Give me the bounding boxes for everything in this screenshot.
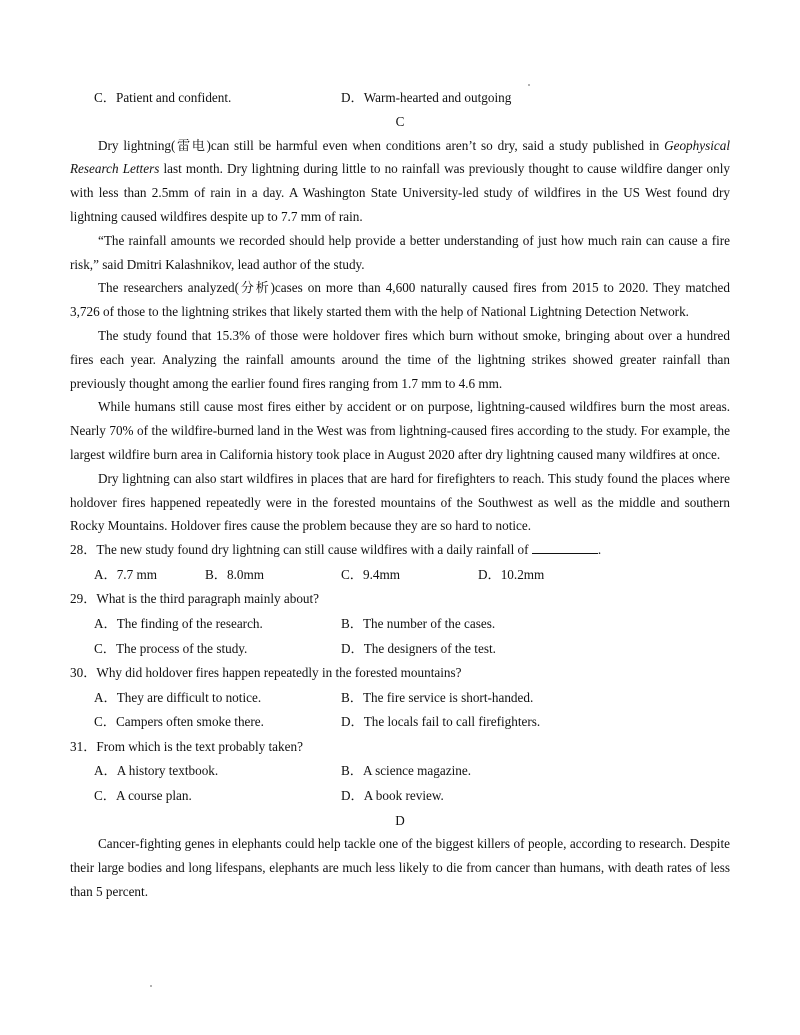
q29-options-row-2 — [70, 637, 730, 662]
question-30: 30．Why did holdover fires happen repeatedly in the forested mountains? — [70, 665, 462, 681]
q27-options — [70, 86, 730, 110]
section-c-heading: C — [395, 113, 405, 129]
q31-option-b[interactable]: B．A science magazine. — [341, 763, 471, 779]
q29-option-b[interactable]: B．The number of the cases. — [341, 615, 496, 631]
q30-option-b[interactable]: B．The fire service is short-handed. — [341, 689, 534, 705]
q30-option-a[interactable]: A．They are difficult to notice. — [94, 689, 262, 705]
q31-option-a[interactable]: A．A history textbook. — [94, 763, 219, 779]
section-d-heading: D — [395, 812, 405, 828]
section-c-paragraph-6: Dry lightning can also start wildfires in places that are hard for firefighters to reach. This study found the places where holdover fires happened repeatedly were in the forested mountains of the Southwest as well as the middle and southern Rocky Mountains. Holdover fires cause the problem because they are so hard to notice. — [70, 470, 730, 534]
q29-option-d[interactable]: D．The designers of the test. — [341, 640, 496, 656]
q29-option-a[interactable]: A．The finding of the research. — [94, 615, 263, 631]
q30-option-c[interactable]: C．Campers often smoke there. — [94, 714, 264, 730]
section-c-paragraph-2: “The rainfall amounts we recorded should help provide a better understanding of just how much rain can cause a fire risk,” said Dmitri Kalashnikov, lead author of the study. — [70, 232, 730, 272]
section-d-paragraph-1: Cancer-fighting genes in elephants could help tackle one of the biggest killers of people, according to research. Despite their large bodies and long lifespans, elephants are much less likely to die from cancer than humans, with death rates of less than 5 percent. — [70, 836, 730, 900]
q28-option-d[interactable]: D．10.2mm — [478, 566, 545, 582]
question-29: 29．What is the third paragraph mainly about? — [70, 591, 320, 607]
question-31: 31．From which is the text probably taken? — [70, 738, 303, 754]
section-c-paragraph-1: Dry lightning(雷电)can still be harmful even when conditions aren’t so dry, said a study published in Geophysical Research Letters last month. Dry lightning during little to no rainfall was previously thought to cause wildfire danger only with less than 2.5mm of rain in a day. A Washington State University-led study of wildfires in the US West found dry lightning caused wildfires despite up to 7.7 mm of rain. — [70, 137, 730, 224]
q31-options-row-1 — [70, 759, 730, 784]
q29-option-c[interactable]: C．The process of the study. — [94, 640, 248, 656]
question-28: 28．The new study found dry lightning can still cause wildfires with a daily rainfall of . — [70, 538, 730, 563]
q28-option-a[interactable]: A．7.7 mm — [94, 566, 158, 582]
exam-page — [70, 86, 730, 904]
q29-options-row-1 — [70, 612, 730, 637]
section-c-paragraph-5: While humans still cause most fires either by accident or on purpose, lightning-caused wildfires burn the most areas. Nearly 70% of the wildfire-burned land in the West was from lightning-caused fires according to the study. For example, the largest wildfire burn area in California history took place in August 2020 after dry lightning caused many wildfires at once. — [70, 399, 730, 462]
q30-options-row-1 — [70, 686, 730, 711]
q27-option-d: D．Warm-hearted and outgoing — [341, 90, 512, 105]
q31-options-row-2 — [70, 784, 730, 809]
section-c-paragraph-4: The study found that 15.3% of those were holdover fires which burn without smoke, bringing about over a hundred fires each year. Analyzing the rainfall amounts around the time of the lightning strikes showed greater rainfall than previously thought among the earlier found fires ranging from 1.7 mm to 4.6 mm. — [70, 327, 730, 391]
q30-options-row-2 — [70, 710, 730, 735]
journal-title: Geophysical Research Letters — [70, 137, 730, 177]
q27-option-c: C．Patient and confident. — [94, 90, 232, 105]
q28-options — [70, 563, 730, 588]
scan-speck-bottom — [150, 985, 152, 987]
answer-blank[interactable] — [532, 539, 598, 554]
q31-option-d[interactable]: D．A book review. — [341, 788, 444, 804]
q28-option-b[interactable]: B．8.0mm — [205, 566, 264, 582]
q28-option-c[interactable]: C．9.4mm — [341, 566, 400, 582]
section-c-paragraph-3: The researchers analyzed(分析)cases on more than 4,600 naturally caused fires from 2015 to 2020. They matched 3,726 of those to the lightning strikes that likely started them with the help of National Lightning Detection Network. — [70, 280, 730, 320]
q30-option-d[interactable]: D．The locals fail to call firefighters. — [341, 714, 541, 730]
q31-option-c[interactable]: C．A course plan. — [94, 788, 192, 804]
